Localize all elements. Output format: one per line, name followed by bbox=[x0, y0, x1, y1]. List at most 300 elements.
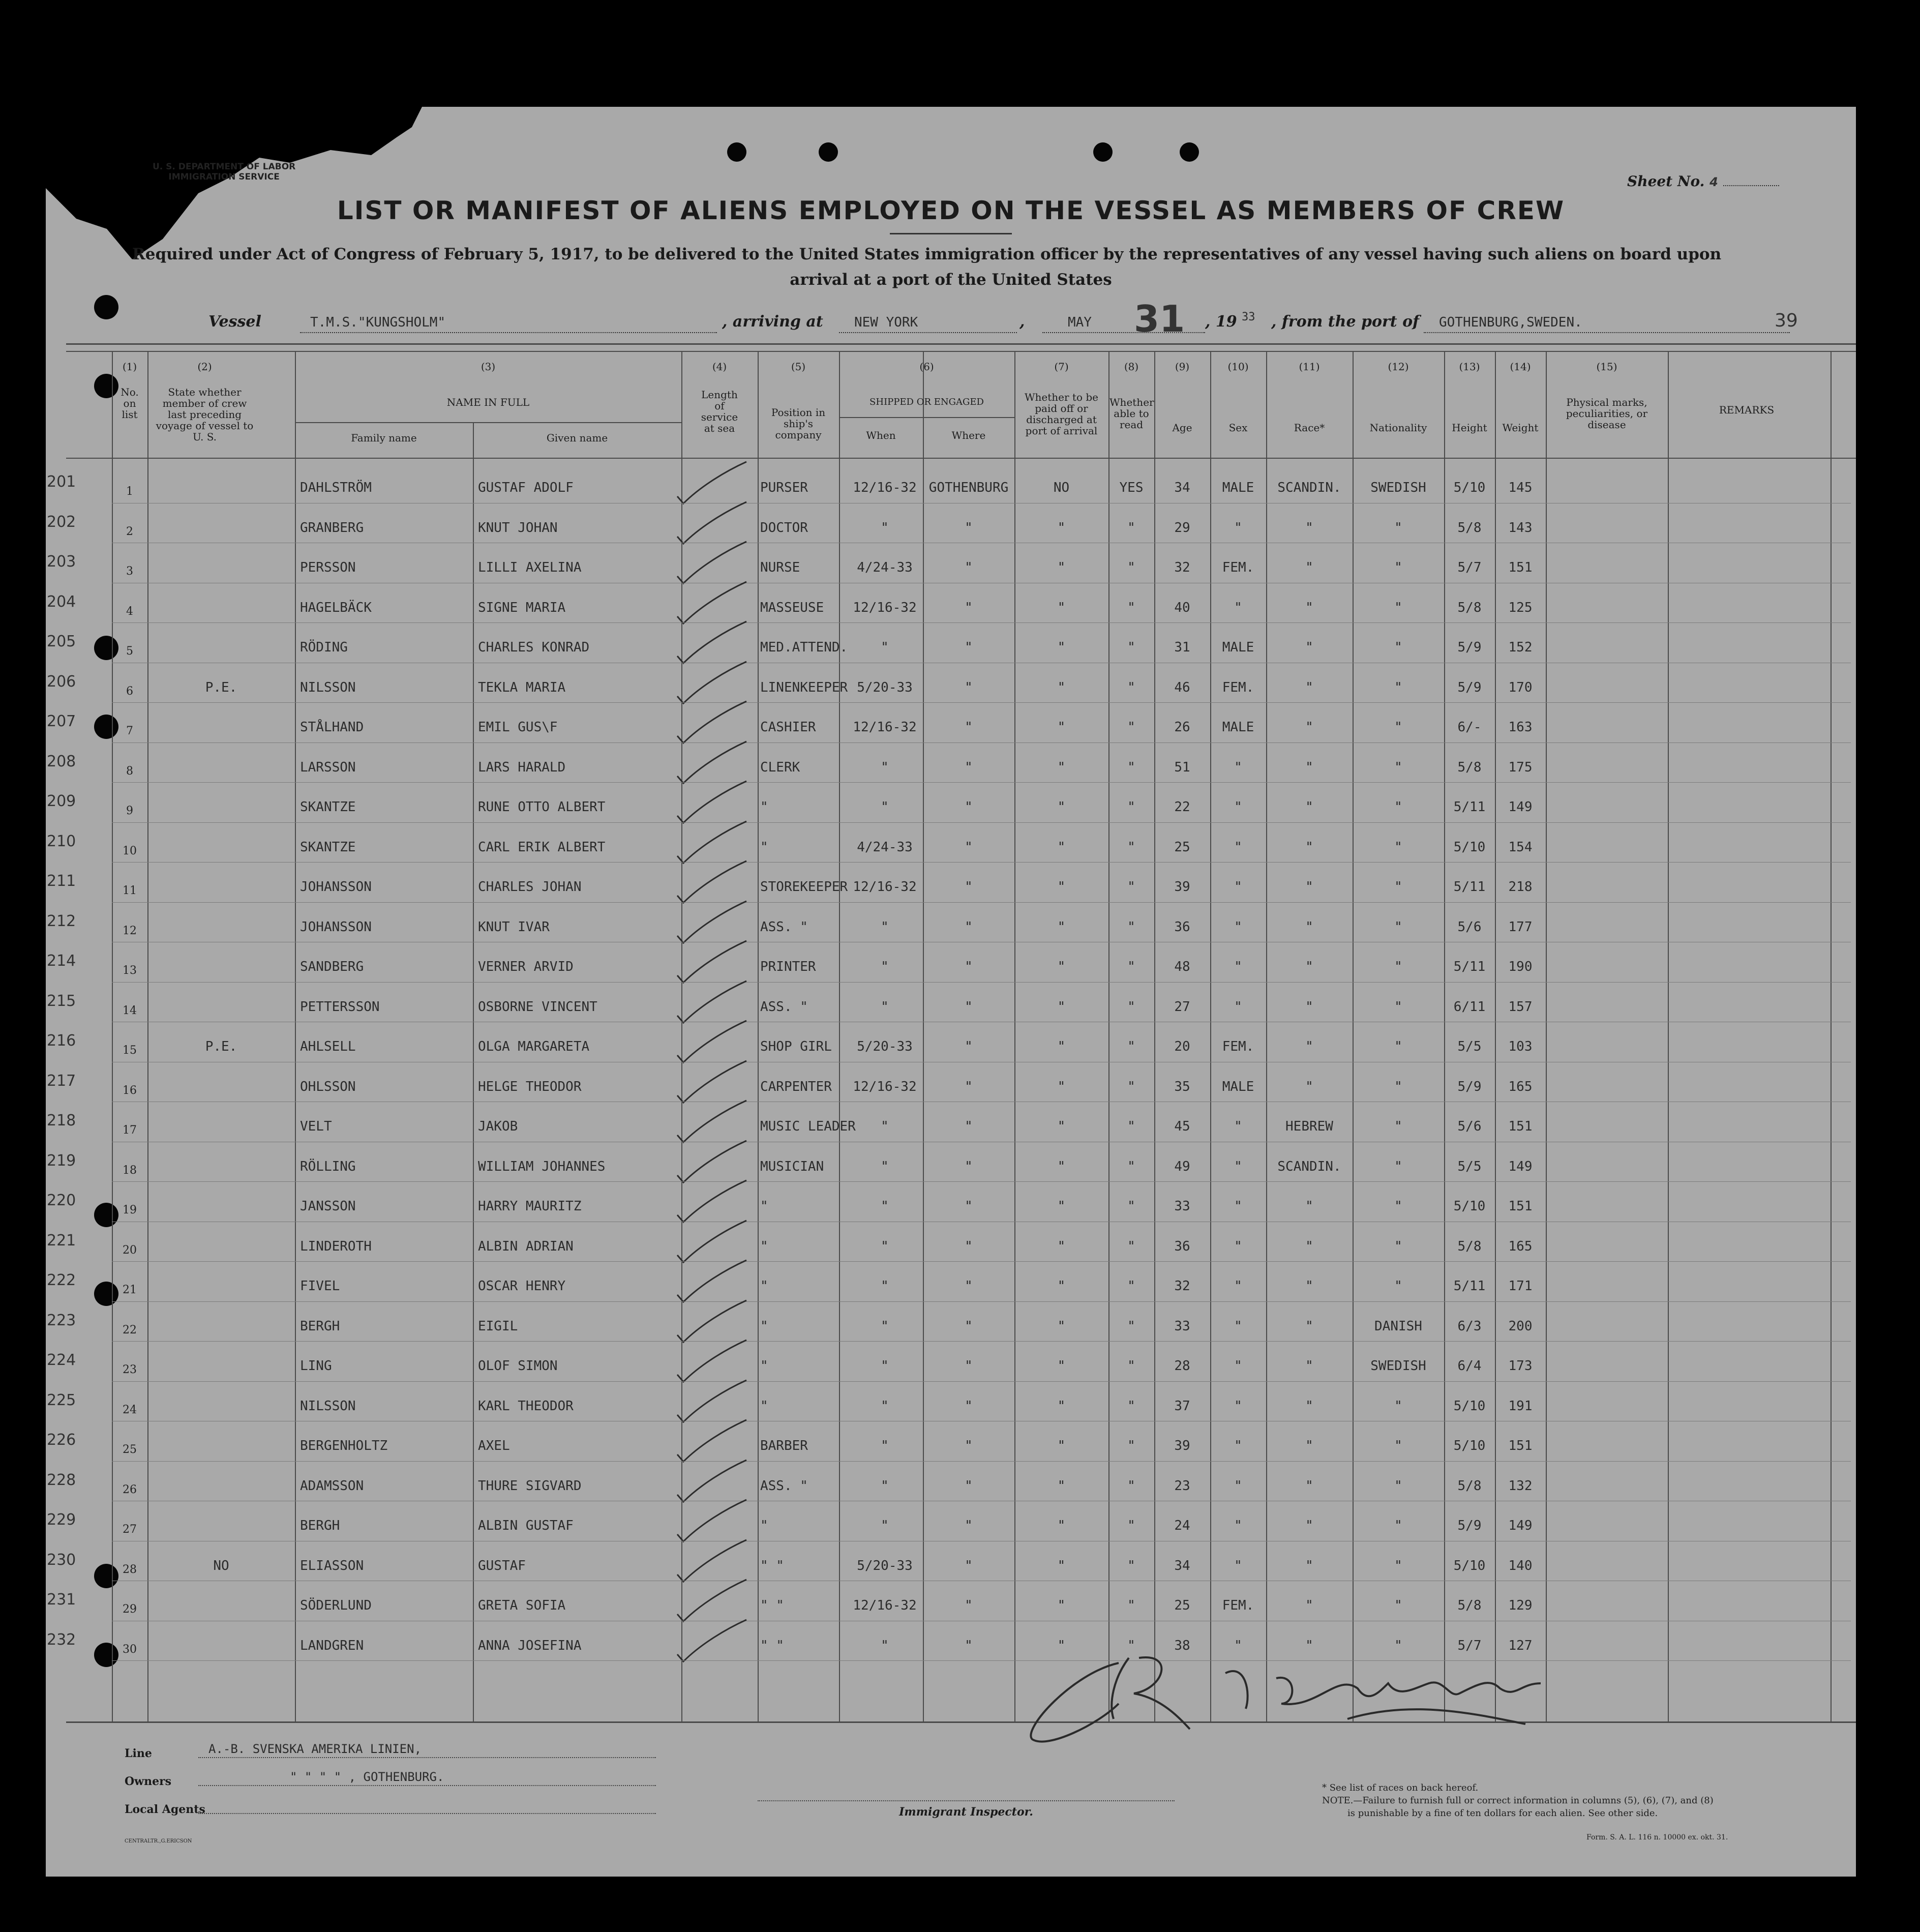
row-age: 32 bbox=[1174, 1279, 1190, 1294]
row-given-name: EIGIL bbox=[478, 1318, 518, 1334]
row-number: 25 bbox=[123, 1443, 137, 1456]
row-weight: 125 bbox=[1508, 600, 1533, 615]
row-shipped-when: " bbox=[881, 1318, 889, 1334]
row-shipped-when: 12/16-32 bbox=[853, 600, 917, 615]
row-weight: 132 bbox=[1508, 1478, 1533, 1494]
row-race: SCANDIN. bbox=[1277, 480, 1341, 495]
row-margin-number: 211 bbox=[47, 872, 76, 890]
row-shipped-when: " bbox=[881, 1238, 889, 1254]
row-nationality: " bbox=[1394, 560, 1402, 575]
col-num-9: (9) bbox=[1175, 361, 1190, 373]
row-sex: " bbox=[1234, 1438, 1242, 1453]
row-number: 4 bbox=[126, 605, 133, 618]
row-family-name: JOHANSSON bbox=[300, 919, 372, 935]
row-sex: " bbox=[1234, 1558, 1242, 1573]
row-family-name: HAGELBÄCK bbox=[300, 600, 372, 615]
shipped-subheader-rule bbox=[839, 417, 1014, 418]
row-weight: 151 bbox=[1508, 560, 1533, 575]
row-race: " bbox=[1305, 1478, 1313, 1494]
row-margin-number: 206 bbox=[47, 672, 76, 691]
row-paid-off: " bbox=[1057, 600, 1066, 615]
date-underline bbox=[1042, 332, 1205, 333]
row-paid-off: " bbox=[1057, 999, 1066, 1015]
row-age: 34 bbox=[1174, 480, 1190, 495]
month-value: MAY bbox=[1068, 315, 1092, 330]
comma: , bbox=[1019, 313, 1025, 331]
service-check-mark bbox=[670, 1579, 752, 1624]
row-number: 28 bbox=[123, 1563, 137, 1576]
row-family-name: LANDGREN bbox=[300, 1638, 364, 1653]
row-shipped-when: " bbox=[881, 1518, 889, 1533]
row-given-name: CHARLES JOHAN bbox=[478, 879, 582, 895]
row-age: 27 bbox=[1174, 999, 1190, 1015]
row-race: " bbox=[1305, 879, 1313, 895]
row-position: SHOP GIRL bbox=[760, 1039, 832, 1054]
row-paid-off: " bbox=[1057, 1398, 1066, 1414]
row-family-name: JOHANSSON bbox=[300, 879, 372, 895]
row-rule bbox=[112, 982, 1851, 983]
row-age: 39 bbox=[1174, 1438, 1190, 1453]
col-num-3: (3) bbox=[481, 361, 496, 373]
row-able-to-read: " bbox=[1127, 759, 1135, 775]
row-race: SCANDIN. bbox=[1277, 1158, 1341, 1174]
row-rule bbox=[112, 1181, 1851, 1182]
row-shipped-when: " bbox=[881, 1199, 889, 1214]
row-weight: 177 bbox=[1508, 919, 1533, 935]
row-able-to-read: " bbox=[1127, 1638, 1135, 1653]
row-nationality: " bbox=[1394, 879, 1402, 895]
row-margin-number: 204 bbox=[47, 592, 76, 611]
col-num-10: (10) bbox=[1227, 361, 1249, 373]
row-shipped-where: " bbox=[965, 1438, 973, 1453]
from-underline bbox=[1424, 332, 1790, 333]
col-header-no: No. on list bbox=[121, 386, 139, 421]
row-given-name: HARRY MAURITZ bbox=[478, 1199, 582, 1214]
row-family-name: PERSSON bbox=[300, 560, 356, 575]
row-paid-off: " bbox=[1057, 1079, 1066, 1094]
row-margin-number: 210 bbox=[47, 832, 76, 850]
row-nationality: " bbox=[1394, 1079, 1402, 1094]
row-number: 24 bbox=[123, 1403, 137, 1416]
row-shipped-when: " bbox=[881, 799, 889, 815]
col-num-5: (5) bbox=[791, 361, 806, 373]
column-rule bbox=[1444, 351, 1445, 1721]
row-weight: 149 bbox=[1508, 799, 1533, 815]
row-shipped-where: " bbox=[965, 640, 973, 655]
row-given-name: GRETA SOFIA bbox=[478, 1598, 566, 1613]
row-height: 5/10 bbox=[1453, 839, 1486, 855]
row-nationality: " bbox=[1394, 1638, 1402, 1653]
row-number: 16 bbox=[123, 1084, 137, 1097]
row-sex: " bbox=[1234, 919, 1242, 935]
row-race: " bbox=[1305, 600, 1313, 615]
row-able-to-read: " bbox=[1127, 520, 1135, 536]
row-race: " bbox=[1305, 1598, 1313, 1613]
row-age: 28 bbox=[1174, 1358, 1190, 1374]
row-height: 5/6 bbox=[1457, 919, 1482, 935]
row-sex: " bbox=[1234, 1358, 1242, 1374]
col-num-15: (15) bbox=[1596, 361, 1617, 373]
row-shipped-when: 12/16-32 bbox=[853, 1079, 917, 1094]
service-check-mark bbox=[670, 1020, 752, 1065]
row-able-to-read: " bbox=[1127, 1558, 1135, 1573]
row-able-to-read: " bbox=[1127, 1199, 1135, 1214]
row-position: LINENKEEPER bbox=[760, 679, 848, 695]
row-paid-off: " bbox=[1057, 919, 1066, 935]
row-position: " " bbox=[760, 1598, 784, 1613]
row-margin-number: 216 bbox=[47, 1032, 76, 1050]
row-shipped-when: 4/24-33 bbox=[857, 839, 913, 855]
row-paid-off: " bbox=[1057, 640, 1066, 655]
service-check-mark bbox=[670, 1299, 752, 1345]
row-sex: " bbox=[1234, 1279, 1242, 1294]
title-rule bbox=[890, 233, 1012, 234]
row-shipped-when: 12/16-32 bbox=[853, 1598, 917, 1613]
row-height: 5/8 bbox=[1457, 520, 1482, 536]
row-margin-number: 222 bbox=[47, 1271, 76, 1289]
row-rule bbox=[112, 1261, 1851, 1262]
service-check-mark bbox=[670, 740, 752, 786]
row-position: MED.ATTEND. bbox=[760, 640, 848, 655]
row-given-name: THURE SIGVARD bbox=[478, 1478, 582, 1494]
row-sex: " bbox=[1234, 1199, 1242, 1214]
printer-imprint: CENTRALTR.,G.ERICSON bbox=[125, 1838, 192, 1844]
agency-header bbox=[153, 162, 295, 182]
row-height: 5/9 bbox=[1457, 640, 1482, 655]
row-able-to-read: " bbox=[1127, 560, 1135, 575]
subtitle-line-2: arrival at a port of the United States bbox=[790, 271, 1112, 289]
service-check-mark bbox=[670, 1220, 752, 1265]
col-header-height: Height bbox=[1452, 422, 1487, 434]
row-paid-off: " bbox=[1057, 799, 1066, 815]
row-weight: 140 bbox=[1508, 1558, 1533, 1573]
row-rule bbox=[112, 862, 1851, 863]
service-check-mark bbox=[670, 1419, 752, 1465]
col-header-given: Given name bbox=[546, 432, 608, 444]
row-able-to-read: " bbox=[1127, 1119, 1135, 1134]
row-shipped-where: " bbox=[965, 560, 973, 575]
row-given-name: JAKOB bbox=[478, 1119, 518, 1134]
row-sex: " bbox=[1234, 799, 1242, 815]
row-age: 48 bbox=[1174, 959, 1190, 974]
row-number: 5 bbox=[126, 645, 133, 658]
row-weight: 200 bbox=[1508, 1318, 1533, 1334]
row-number: 12 bbox=[123, 924, 137, 937]
row-shipped-where: " bbox=[965, 959, 973, 974]
row-number: 1 bbox=[126, 485, 133, 498]
row-race: " bbox=[1305, 1518, 1313, 1533]
row-nationality: " bbox=[1394, 839, 1402, 855]
row-family-name: JANSSON bbox=[300, 1199, 356, 1214]
row-able-to-read: " bbox=[1127, 1079, 1135, 1094]
row-family-name: NILSSON bbox=[300, 679, 356, 695]
row-margin-number: 220 bbox=[47, 1192, 76, 1209]
col-num-14: (14) bbox=[1510, 361, 1531, 373]
row-sex: " bbox=[1234, 1518, 1242, 1533]
row-prev-voyage: P.E. bbox=[205, 679, 237, 695]
row-weight: 165 bbox=[1508, 1238, 1533, 1254]
row-margin-number: 205 bbox=[47, 633, 76, 650]
row-nationality: " bbox=[1394, 959, 1402, 974]
row-age: 51 bbox=[1174, 759, 1190, 775]
service-check-mark bbox=[670, 1539, 752, 1585]
row-position: " bbox=[760, 1279, 768, 1294]
row-paid-off: " bbox=[1057, 879, 1066, 895]
column-rule bbox=[473, 422, 474, 1721]
row-sex: " bbox=[1234, 600, 1242, 615]
row-sex: MALE bbox=[1222, 1079, 1254, 1094]
col-header-weight: Weight bbox=[1502, 422, 1539, 434]
row-number: 22 bbox=[123, 1323, 137, 1336]
row-position: " " bbox=[760, 1638, 784, 1653]
row-shipped-where: " bbox=[965, 1518, 973, 1533]
row-height: 5/9 bbox=[1457, 1079, 1482, 1094]
row-weight: 163 bbox=[1508, 720, 1533, 735]
row-shipped-when: 12/16-32 bbox=[853, 720, 917, 735]
row-rule bbox=[112, 622, 1851, 623]
row-age: 40 bbox=[1174, 600, 1190, 615]
row-sex: " bbox=[1234, 999, 1242, 1015]
row-position: CLERK bbox=[760, 759, 800, 775]
row-shipped-where: " bbox=[965, 1158, 973, 1174]
punch-hole bbox=[1180, 142, 1199, 162]
row-family-name: SKANTZE bbox=[300, 839, 356, 855]
service-check-mark bbox=[670, 1619, 752, 1665]
row-nationality: " bbox=[1394, 520, 1402, 536]
row-race: " bbox=[1305, 1318, 1313, 1334]
col-num-8: (8) bbox=[1124, 361, 1139, 373]
row-margin-number: 208 bbox=[47, 752, 76, 770]
header-bottom-rule bbox=[66, 458, 1856, 459]
row-height: 5/10 bbox=[1453, 1199, 1486, 1214]
row-position: BARBER bbox=[760, 1438, 808, 1453]
row-weight: 103 bbox=[1508, 1039, 1533, 1054]
row-able-to-read: " bbox=[1127, 799, 1135, 815]
row-shipped-where: " bbox=[965, 799, 973, 815]
row-age: 25 bbox=[1174, 1598, 1190, 1613]
row-number: 23 bbox=[123, 1363, 137, 1376]
row-shipped-when: " bbox=[881, 999, 889, 1015]
inspector-label: Immigrant Inspector. bbox=[899, 1805, 1033, 1819]
row-position: " bbox=[760, 1238, 768, 1254]
column-rule bbox=[758, 351, 759, 1721]
row-shipped-where: " bbox=[965, 1039, 973, 1054]
service-check-mark bbox=[670, 980, 752, 1026]
row-given-name: OLOF SIMON bbox=[478, 1358, 558, 1374]
row-paid-off: " bbox=[1057, 1318, 1066, 1334]
row-shipped-where: " bbox=[965, 1199, 973, 1214]
row-given-name: OSCAR HENRY bbox=[478, 1279, 566, 1294]
row-given-name: HELGE THEODOR bbox=[478, 1079, 582, 1094]
row-sex: " bbox=[1234, 1318, 1242, 1334]
row-family-name: BERGH bbox=[300, 1518, 340, 1533]
row-age: 29 bbox=[1174, 520, 1190, 536]
row-margin-number: 209 bbox=[47, 792, 76, 810]
row-number: 15 bbox=[123, 1044, 137, 1057]
punch-hole bbox=[727, 142, 746, 162]
row-position: STOREKEEPER bbox=[760, 879, 848, 895]
row-given-name: VERNER ARVID bbox=[478, 959, 574, 974]
page-title: LIST OR MANIFEST OF ALIENS EMPLOYED ON THE VESSEL AS MEMBERS OF CREW bbox=[337, 196, 1565, 225]
row-sex: " bbox=[1234, 1158, 1242, 1174]
row-position: MUSICIAN bbox=[760, 1158, 824, 1174]
row-shipped-when: " bbox=[881, 1119, 889, 1134]
row-shipped-when: " bbox=[881, 1158, 889, 1174]
row-paid-off: " bbox=[1057, 720, 1066, 735]
row-paid-off: " bbox=[1057, 759, 1066, 775]
row-race: " bbox=[1305, 1238, 1313, 1254]
form-number: Form. S. A. L. 116 n. 10000 ex. okt. 31. bbox=[1586, 1833, 1728, 1841]
row-number: 17 bbox=[123, 1124, 137, 1137]
row-paid-off: " bbox=[1057, 1238, 1066, 1254]
row-prev-voyage: NO bbox=[213, 1558, 229, 1573]
row-shipped-where: " bbox=[965, 1638, 973, 1653]
footer-owners-label: Owners bbox=[125, 1775, 172, 1788]
row-family-name: LARSSON bbox=[300, 759, 356, 775]
row-position: MASSEUSE bbox=[760, 600, 824, 615]
row-height: 5/8 bbox=[1457, 600, 1482, 615]
row-height: 5/11 bbox=[1453, 799, 1486, 815]
fine-note-1: NOTE.—Failure to furnish full or correct information in columns (5), (6), (7), and (8) bbox=[1322, 1795, 1714, 1806]
row-shipped-when: " bbox=[881, 520, 889, 536]
row-able-to-read: " bbox=[1127, 1238, 1135, 1254]
column-rule bbox=[112, 351, 113, 1721]
year-prefix: , 19 bbox=[1205, 313, 1237, 331]
row-height: 5/8 bbox=[1457, 1238, 1482, 1254]
column-rule bbox=[1495, 351, 1496, 1721]
row-nationality: " bbox=[1394, 640, 1402, 655]
sheet-number-value: 4 bbox=[1709, 175, 1718, 189]
row-rule bbox=[112, 782, 1851, 783]
service-check-mark bbox=[670, 1499, 752, 1544]
row-able-to-read: " bbox=[1127, 879, 1135, 895]
row-shipped-where: " bbox=[965, 1478, 973, 1494]
row-nationality: " bbox=[1394, 720, 1402, 735]
service-check-mark bbox=[670, 501, 752, 547]
row-race: " bbox=[1305, 959, 1313, 974]
row-race: " bbox=[1305, 799, 1313, 815]
row-able-to-read: " bbox=[1127, 1158, 1135, 1174]
vessel-value: T.M.S."KUNGSHOLM" bbox=[310, 315, 446, 330]
vessel-line bbox=[208, 298, 1739, 340]
row-shipped-where: " bbox=[965, 1398, 973, 1414]
row-race: " bbox=[1305, 1079, 1313, 1094]
service-check-mark bbox=[670, 1459, 752, 1505]
row-family-name: VELT bbox=[300, 1119, 332, 1134]
row-paid-off: " bbox=[1057, 1279, 1066, 1294]
row-margin-number: 226 bbox=[47, 1431, 76, 1449]
row-nationality: " bbox=[1394, 1438, 1402, 1453]
row-height: 5/10 bbox=[1453, 1558, 1486, 1573]
row-sex: FEM. bbox=[1222, 1039, 1254, 1054]
arriving-value: NEW YORK bbox=[854, 315, 918, 330]
row-height: 5/11 bbox=[1453, 1279, 1486, 1294]
row-family-name: BERGENHOLTZ bbox=[300, 1438, 388, 1453]
row-paid-off: " bbox=[1057, 1598, 1066, 1613]
row-race: " bbox=[1305, 1279, 1313, 1294]
arriving-underline bbox=[839, 332, 1017, 333]
row-weight: 129 bbox=[1508, 1598, 1533, 1613]
row-shipped-where: " bbox=[965, 759, 973, 775]
manifest-sheet bbox=[46, 107, 1856, 1877]
fine-note-2: is punishable by a fine of ten dollars for each alien. See other side. bbox=[1347, 1808, 1658, 1819]
column-rule bbox=[295, 351, 296, 1721]
torn-corner bbox=[46, 107, 432, 259]
row-sex: FEM. bbox=[1222, 679, 1254, 695]
row-able-to-read: " bbox=[1127, 640, 1135, 655]
row-paid-off: " bbox=[1057, 560, 1066, 575]
row-race: " bbox=[1305, 720, 1313, 735]
service-check-mark bbox=[670, 1379, 752, 1425]
col-header-physical: Physical marks, peculiarities, or disease bbox=[1566, 396, 1648, 431]
row-position: ASS. " bbox=[760, 1478, 808, 1494]
row-margin-number: 207 bbox=[47, 712, 76, 730]
column-rule bbox=[839, 351, 840, 1721]
row-race: " bbox=[1305, 759, 1313, 775]
row-rule bbox=[112, 822, 1851, 823]
service-check-mark bbox=[670, 661, 752, 706]
row-family-name: STÅLHAND bbox=[300, 720, 364, 735]
row-number: 7 bbox=[126, 725, 133, 737]
row-margin-number: 232 bbox=[47, 1630, 76, 1649]
row-height: 6/11 bbox=[1453, 999, 1486, 1015]
row-height: 5/7 bbox=[1457, 1638, 1482, 1653]
table-top-rule-2 bbox=[66, 351, 1856, 352]
row-weight: 145 bbox=[1508, 480, 1533, 495]
row-weight: 127 bbox=[1508, 1638, 1533, 1653]
row-shipped-when: 12/16-32 bbox=[853, 480, 917, 495]
row-rule bbox=[112, 702, 1851, 703]
row-shipped-when: " bbox=[881, 1358, 889, 1374]
row-able-to-read: " bbox=[1127, 1518, 1135, 1533]
row-sex: " bbox=[1234, 959, 1242, 974]
row-number: 9 bbox=[126, 805, 133, 817]
punch-hole bbox=[94, 295, 118, 319]
row-nationality: " bbox=[1394, 1119, 1402, 1134]
row-paid-off: " bbox=[1057, 520, 1066, 536]
row-race: " bbox=[1305, 1358, 1313, 1374]
row-weight: 157 bbox=[1508, 999, 1533, 1015]
row-weight: 154 bbox=[1508, 839, 1533, 855]
row-nationality: " bbox=[1394, 759, 1402, 775]
row-family-name: SANDBERG bbox=[300, 959, 364, 974]
row-nationality: " bbox=[1394, 679, 1402, 695]
row-nationality: SWEDISH bbox=[1370, 480, 1426, 495]
row-height: 5/9 bbox=[1457, 1518, 1482, 1533]
row-able-to-read: " bbox=[1127, 919, 1135, 935]
row-number: 18 bbox=[123, 1164, 137, 1177]
row-age: 34 bbox=[1174, 1558, 1190, 1573]
row-able-to-read: " bbox=[1127, 1398, 1135, 1414]
row-shipped-when: " bbox=[881, 1438, 889, 1453]
row-position: " bbox=[760, 799, 768, 815]
row-given-name: ANNA JOSEFINA bbox=[478, 1638, 582, 1653]
footer-owners-value: " " " " , GOTHENBURG. bbox=[290, 1770, 444, 1784]
row-given-name: LILLI AXELINA bbox=[478, 560, 582, 575]
service-check-mark bbox=[670, 1179, 752, 1225]
row-sex: " bbox=[1234, 1638, 1242, 1653]
from-port-value: GOTHENBURG,SWEDEN. bbox=[1439, 315, 1582, 330]
row-family-name: ADAMSSON bbox=[300, 1478, 364, 1494]
row-able-to-read: " bbox=[1127, 1318, 1135, 1334]
row-position: " bbox=[760, 1518, 768, 1533]
row-family-name: FIVEL bbox=[300, 1279, 340, 1294]
service-check-mark bbox=[670, 1099, 752, 1145]
row-paid-off: " bbox=[1057, 1119, 1066, 1134]
row-shipped-when: 5/20-33 bbox=[857, 1558, 913, 1573]
row-paid-off: " bbox=[1057, 679, 1066, 695]
row-margin-number: 224 bbox=[47, 1351, 76, 1369]
